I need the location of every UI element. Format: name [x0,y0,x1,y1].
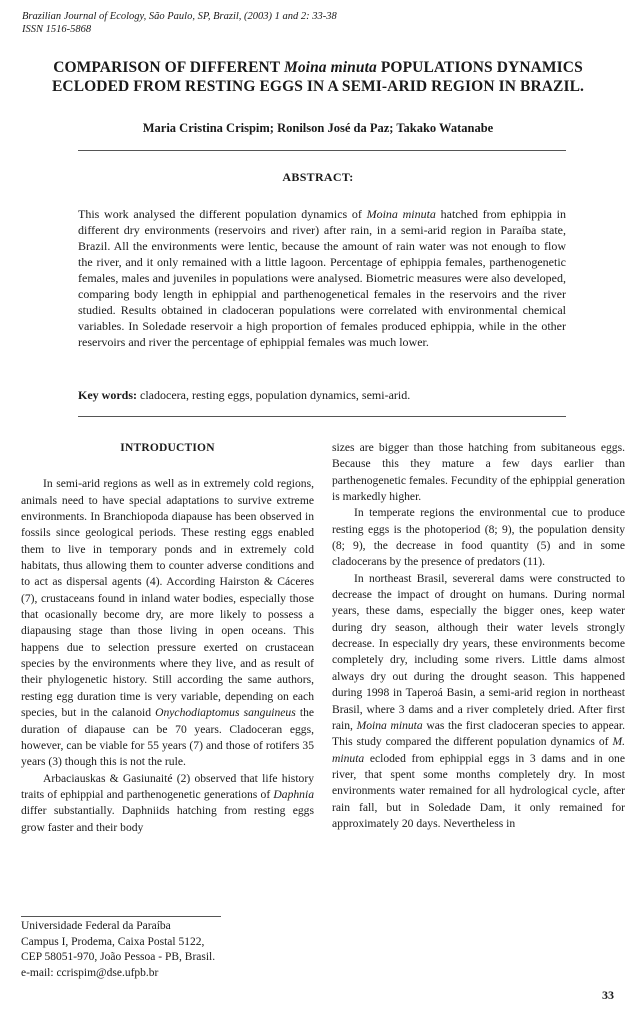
intro-paragraph-1 [21,476,314,770]
affiliation-email: e-mail: ccrispim@dse.ufpb.br [21,966,159,979]
page-number: 33 [602,988,614,1002]
intro-p2-text-b: differ substantially. Daphniids hatching from resting eggs grow faster and their body [21,804,314,834]
intro-paragraph-2 [21,771,314,836]
intro-p2-genus: Daphnia [273,787,314,801]
title-part-2: POPULATIONS DYNAMICS ECLODED FROM RESTING EGGS IN A SEMI-ARID REGION IN BRAZIL. [51,59,585,95]
intro-p2-text-a: Arbaciauskas & Gasiunaité (2) observed that life history traits of ephippial and parthenogenetic generations of [21,771,314,801]
intro-p4-species: Moina minuta [356,718,423,732]
intro-p1-text-a: In semi-arid regions as well as in extremely cold regions, animals need to have special adaptations to survive extreme environments. In Branchiopoda diapause has been observed in fossils since geological periods. These resting eggs enabled them to live in temporary ponds and in extremely cold habitats, thus allowing them to counter adverse conditions and to act as dispersal agents (4). According Hairston & Cáceres (7), crustaceans found in inland water bodies, especially those that ocasionally become dry, are more likely to possess a diapausing stage than those living in open oceans. This happens due to selection pressure exerted on crustacean species by the environments where they live, and as result of their phylogenetic history. Still according the same authors, resting egg duration time is very variable, depending on each species, but in the calanoid [21,477,314,720]
abstract-species: Moina minuta [366,207,436,221]
abstract-heading: ABSTRACT: [282,170,354,184]
title-species: Moina minuta [283,59,377,76]
column-left [21,440,314,836]
intro-p4-text-c: ecloded from ephippial eggs in 3 dams and in one river, that spent some months completely dry. In most environments water remained for all hydrological cycle, after rain fall, but in Soledade Dam, it only remained for approximately 20 days. Nevertheless in [332,751,625,830]
intro-p4-text-b: was the first cladoceran species to appear. This study compared the different population dynamics of [332,718,626,749]
affiliation-line-2: Campus I, Prodema, Caixa Postal 5122, [21,935,205,948]
paper-title [20,58,616,96]
intro-p1-text-b: the duration of diapause can be 70 years. Cladoceran eggs, however, can be viable for 55 years (7) and those of rotifers 35 years (3) though this is not the rule. [21,706,315,769]
abstract-text [78,206,566,350]
divider-bottom [78,416,566,417]
keywords-label: Key words: [78,388,137,402]
abstract-part-1: This work analysed the different population dynamics of [78,207,367,221]
affiliation-footnote [21,919,215,981]
intro-paragraph-3: In temperate regions the environmental cue to produce resting eggs is the photoperiod (8; 9), the population density (8; 9), the decrease in food quantity (5) and in some cladocerans by the presence of predators (11). [332,506,625,569]
intro-paragraph-4 [332,571,625,833]
keywords [78,388,566,403]
intro-p4-text-a: In northeast Brasil, severeral dams were constructed to decrease the impact of drought on humans. During normal years, these dams, especially the bigger ones, keep water during dry season, although their water levels strongly decrease. In especially dry years, these environments become completely dry, including some rivers. Little dams almost always dry out during the drought season. This happened during 1998 in Taperoá Basin, a semi-arid region in northeast Brasil, where 3 dams and a river completely dried. After first rain, [332,571,625,732]
affiliation-line-1: Universidade Federal da Paraíba [21,920,171,932]
intro-paragraph-2-continued: sizes are bigger than those hatching from subitaneous eggs. Because this they mature a few days earlier than parthenogenetic females. Fecundity of the ephippial generation is markedly higher. [332,441,625,504]
introduction-heading: INTRODUCTION [120,442,215,454]
intro-p4-species-2: M. minuta [332,735,625,765]
abstract-part-2: hatched from ephippia in different dry environments (reservoirs and river) after rain, in a semi-arid region in Paraíba state, Brazil. All the environments were lentic, because the amount of rain water was not enough to flow the river, and it only remained with a little lagoon. Percentage of ephippia females, parthenogenetic females, males and juveniles in populations were analysed. Biometric measures were also developed, comparing body length in ephippial and parthenogenetical females in the reservoirs and the river studied. Results obtained in cladoceran populations were correlated with environmental chemical variables. In Soledade reservoir a high proportion of females produced ephippia, while in the other reservoirs and river the percentage of ephippial females was much lower. [78,207,566,349]
journal-citation: Brazilian Journal of Ecology, São Paulo, SP, Brazil, (2003) 1 and 2: 33-38 [22,11,337,22]
intro-p1-species: Onychodiaptomus sanguineus [155,706,296,720]
affiliation-line-3: CEP 58051-970, João Pessoa - PB, Brasil. [21,951,216,963]
author-list: Maria Cristina Crispim; Ronilson José da Paz; Takako Watanabe [142,121,494,135]
footnote-divider [21,916,221,917]
keywords-text: cladocera, resting eggs, population dynamics, semi-arid. [137,388,411,402]
title-part-1: COMPARISON OF DIFFERENT [53,59,284,76]
issn: ISSN 1516-5868 [22,24,92,35]
column-right [332,440,625,832]
divider-top [78,150,566,151]
